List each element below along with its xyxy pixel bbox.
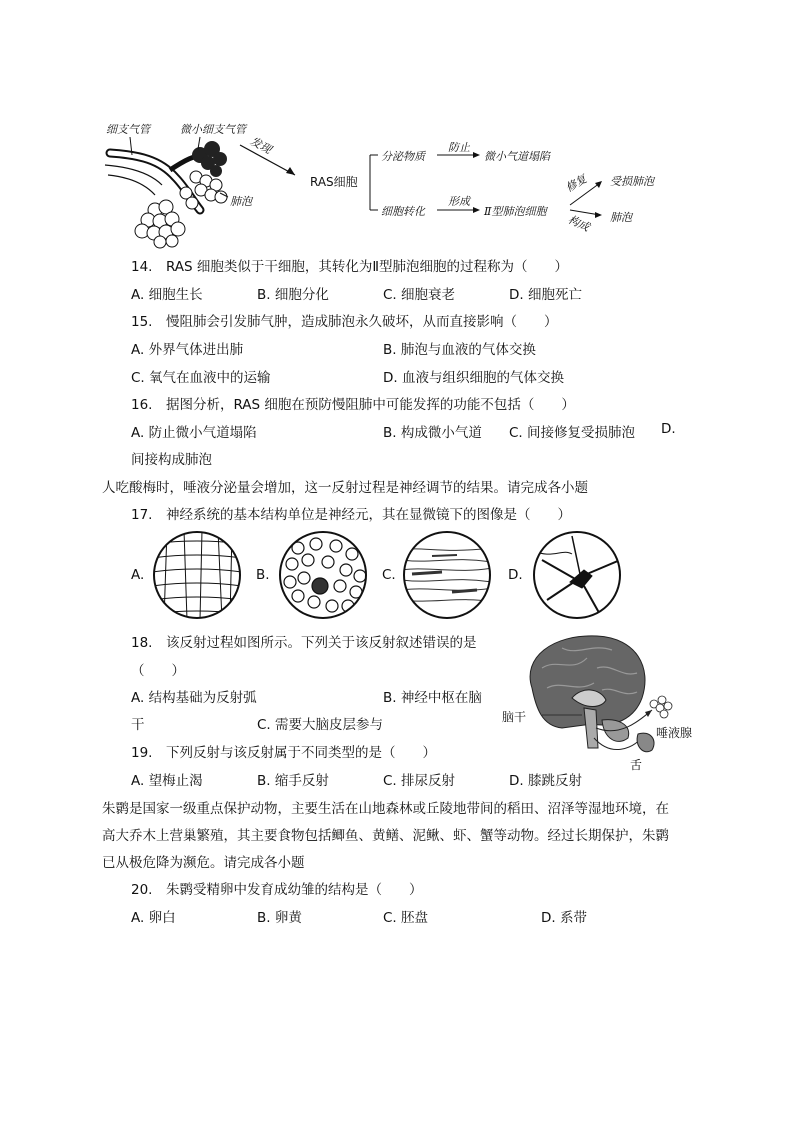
reflex-brain-diagram bbox=[502, 628, 702, 773]
q15-option-b[interactable]: B. 肺泡与血液的气体交换 bbox=[383, 342, 536, 358]
label-salivary-gland: 唾液腺 bbox=[656, 726, 693, 740]
ibis-intro-line2: 高大乔木上营巢繁殖，其主要食物包括鲫鱼、黄鳝、泥鳅、虾、蟹等动物。经过长期保护，朱鹮 bbox=[102, 828, 669, 844]
q16-option-c[interactable]: C. 间接修复受损肺泡 bbox=[509, 425, 636, 441]
q16-option-a[interactable]: A. 防止微小气道塌陷 bbox=[131, 425, 257, 441]
ibis-intro-line1: 朱鹮是国家一级重点保护动物，主要生活在山地森林或丘陵地带间的稻田、沼泽等湿地环境，在 bbox=[102, 801, 669, 817]
arrow-label-form: 形成 bbox=[448, 195, 470, 208]
q15-option-d[interactable]: D. 血液与组织细胞的气体交换 bbox=[383, 370, 564, 386]
q15-stem: 15. 慢阻肺会引发肺气肿，造成肺泡永久破坏，从而直接影响（ ） bbox=[131, 314, 558, 330]
q14-option-b[interactable]: B. 细胞分化 bbox=[257, 287, 329, 303]
arrow-label-prevent: 防止 bbox=[448, 141, 470, 154]
q19-option-b[interactable]: B. 缩手反射 bbox=[257, 773, 329, 789]
q18-option-c[interactable]: C. 需要大脑皮层参与 bbox=[257, 717, 384, 733]
q17-image-b-blood-cells[interactable] bbox=[278, 530, 368, 624]
branch-secrete: 分泌物质 bbox=[381, 150, 425, 163]
q18-option-b-cont[interactable]: 干 bbox=[131, 717, 145, 733]
arrow-label-repair: 修复 bbox=[563, 172, 590, 195]
ras-cell-diagram bbox=[100, 115, 700, 250]
branch-transform: 细胞转化 bbox=[381, 205, 425, 218]
q20-option-a[interactable]: A. 卵白 bbox=[131, 910, 176, 926]
result-alveolus: 肺泡 bbox=[610, 211, 632, 224]
q14-option-d[interactable]: D. 细胞死亡 bbox=[509, 287, 582, 303]
q20-option-c[interactable]: C. 胚盘 bbox=[383, 910, 429, 926]
reflex-intro: 人吃酸梅时，唾液分泌量会增加，这一反射过程是神经调节的结果。请完成各小题 bbox=[102, 480, 588, 496]
result-airway-collapse: 微小气道塌陷 bbox=[484, 150, 550, 163]
arrow-label-discover: 发现 bbox=[248, 134, 274, 157]
arrow-label-constitute: 构成 bbox=[566, 212, 592, 234]
label-bronchiole: 细支气管 bbox=[106, 123, 150, 136]
q14-option-a[interactable]: A. 细胞生长 bbox=[131, 287, 203, 303]
q18-stem: 18. 该反射过程如图所示。下列关于该反射叙述错误的是 bbox=[131, 635, 477, 651]
q17-option-d[interactable]: D. bbox=[508, 567, 523, 583]
q20-stem: 20. 朱鹮受精卵中发育成幼雏的结构是（ ） bbox=[131, 882, 423, 898]
q17-option-c[interactable]: C. bbox=[382, 567, 396, 583]
q15-option-c[interactable]: C. 氧气在血液中的运输 bbox=[131, 370, 271, 386]
label-tongue: 舌 bbox=[630, 758, 643, 772]
q16-option-d[interactable]: D. bbox=[661, 421, 676, 437]
q20-option-b[interactable]: B. 卵黄 bbox=[257, 910, 302, 926]
q17-option-b[interactable]: B. bbox=[256, 567, 270, 583]
q16-stem: 16. 据图分析，RAS 细胞在预防慢阻肺中可能发挥的功能不包括（ ） bbox=[131, 397, 575, 413]
ras-cell-label: RAS细胞 bbox=[310, 175, 358, 189]
q19-option-a[interactable]: A. 望梅止渴 bbox=[131, 773, 203, 789]
q17-stem: 17. 神经系统的基本结构单位是神经元，其在显微镜下的图像是（ ） bbox=[131, 507, 571, 523]
ibis-intro-line3: 已从极危降为濒危。请完成各小题 bbox=[102, 855, 305, 871]
q19-option-d[interactable]: D. 膝跳反射 bbox=[509, 773, 582, 789]
q18-option-b[interactable]: B. 神经中枢在脑 bbox=[383, 690, 482, 706]
q17-image-a-epidermis[interactable] bbox=[152, 530, 242, 624]
q19-stem: 19. 下列反射与该反射属于不同类型的是（ ） bbox=[131, 745, 436, 761]
q17-option-a[interactable]: A. bbox=[131, 567, 145, 583]
q18-option-a[interactable]: A. 结构基础为反射弧 bbox=[131, 690, 257, 706]
q15-option-a[interactable]: A. 外界气体进出肺 bbox=[131, 342, 244, 358]
q20-option-d[interactable]: D. 系带 bbox=[541, 910, 587, 926]
q18-stem-cont: （ ） bbox=[131, 663, 185, 679]
q14-stem: 14. RAS 细胞类似于干细胞，其转化为Ⅱ型肺泡细胞的过程称为（ ） bbox=[131, 259, 569, 275]
label-micro-bronchiole: 微小细支气管 bbox=[180, 123, 246, 136]
q17-image-d-neuron[interactable] bbox=[532, 530, 622, 624]
q17-image-c-muscle[interactable] bbox=[402, 530, 492, 624]
result-type2-cell: Ⅱ型肺泡细胞 bbox=[484, 205, 547, 218]
label-brainstem: 脑干 bbox=[502, 710, 527, 724]
q16-option-d-cont[interactable]: 间接构成肺泡 bbox=[131, 452, 212, 468]
result-damaged-alveolus: 受损肺泡 bbox=[610, 175, 654, 188]
q14-option-c[interactable]: C. 细胞衰老 bbox=[383, 287, 456, 303]
q16-option-b[interactable]: B. 构成微小气道 bbox=[383, 425, 482, 441]
label-alveolus: 肺泡 bbox=[230, 195, 252, 208]
q19-option-c[interactable]: C. 排尿反射 bbox=[383, 773, 456, 789]
